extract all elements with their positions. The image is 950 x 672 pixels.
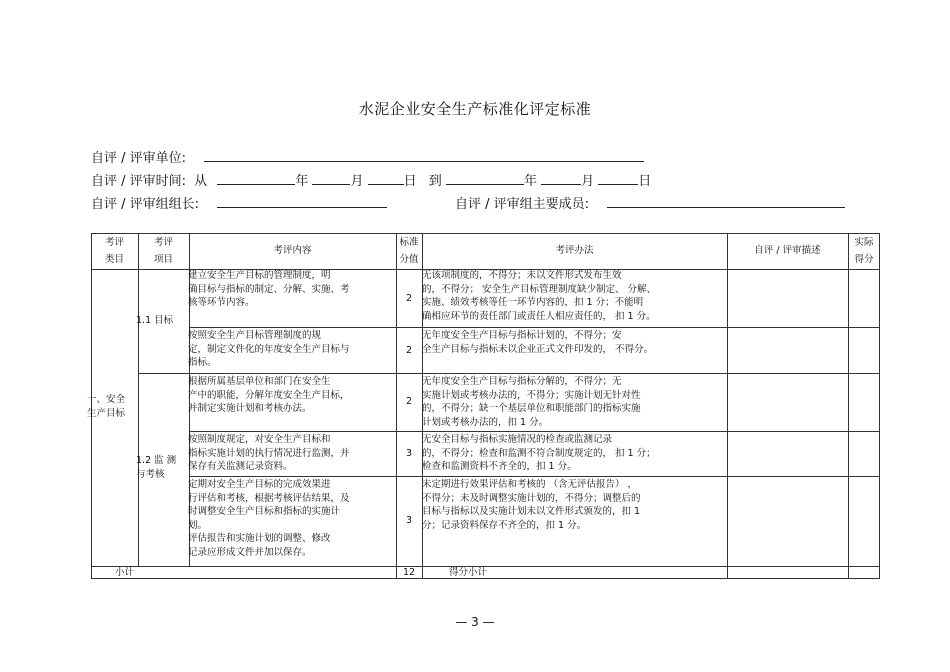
row-3-method-line: 实施计划或考核办法的，不得分；实施计划无针对性 [422,389,641,401]
category-cell [87,393,139,420]
row-5-content-line: 时调整安全生产目标和指标的实施计 [188,506,341,517]
row-3-method [422,375,641,429]
row-1-method-line: 的，不得分； 安全生产目标管理制度缺少制定、 分解、 [422,283,657,295]
time-from: 从 [194,174,208,189]
row-1-score: 2 [405,293,413,304]
subtotal-method: 得分小计 [449,567,488,578]
row-4-content [188,433,350,474]
row-2-method-line: 无年度安全生产目标与指标计划的，不得分；安 [422,330,622,341]
start-month-label: 月 [350,174,364,189]
header-item-line2: 项目 [153,253,173,265]
row-4-content-line: 保存有关监测记录资料。 [188,461,293,472]
end-day-label: 日 [638,174,652,189]
row-2-score: 2 [405,345,413,356]
leader-blank [217,194,387,208]
category-line2: 生产目标 [87,407,126,419]
header-actual [848,236,880,266]
row-5-method-line: 目标与指标以及实施计划未以文件形式颁发的，扣 1 [422,506,641,517]
header-time-line [91,171,651,190]
row-4-method [422,433,656,474]
end-month-blank [541,171,581,185]
row-3-method-line: 计划或考核办法的，扣 1 分。 [422,416,549,428]
header-unit-line [91,148,644,167]
header-item-line1: 考评 [153,237,173,248]
header-item [138,236,189,266]
subtotal-score: 12 [402,567,416,578]
end-month-label: 月 [581,174,595,189]
row-5-content-line: 评估报告和实施计划的调整、修改 [188,533,331,544]
header-members-line [455,194,845,213]
header-content: 考评内容 [273,245,312,256]
start-day-label: 日 [403,174,417,189]
leader-label: 自评 / 评审组组长: [91,197,200,212]
category-line1: 一、安全 [87,394,126,405]
time-to: 到 [428,174,442,189]
page-number: — 3 — [455,615,495,629]
members-blank [607,194,845,208]
row-3-content-line: 根据所属基层单位和部门在安全生 [188,376,331,387]
row-1-content-line: 建立安全生产目标的管理制度，明 [188,270,331,281]
row-2-content-line: 定，制定文件化的年度安全生产目标与 [188,343,350,355]
row-2-method [422,329,653,356]
header-actual-line2: 得分 [854,253,874,265]
header-category-line2: 类目 [104,253,124,265]
row-2-content [188,329,350,370]
row-5-method [422,478,641,532]
row-5-content-line: 记录应形成文件并加以保存。 [188,546,312,558]
row-3-content-line: 并制定实施计划和考核办法。 [188,403,312,414]
row-3-method-line: 的，不得分；缺一个基层单位和职能部门的指标实施 [422,403,641,414]
row-4-method-line: 的，不得分；检查和监测不符合制度规定的， 扣 1 分； [422,447,656,459]
members-label: 自评 / 评审组主要成员: [455,197,590,212]
row-2-content-line: 按照安全生产目标管理制度的规 [188,330,322,341]
unit-blank [204,148,644,162]
end-day-blank [598,171,638,185]
document-title: 水泥企业安全生产标准化评定标准 [358,100,592,118]
end-year-label: 年 [523,174,537,189]
row-4-content-line: 按照制度规定，对安全生产目标和 [188,434,331,445]
item-1-2-line2: 与考核 [136,468,165,480]
row-1-content-line: 核等环节内容。 [188,297,255,308]
row-1-content [188,269,350,310]
row-5-content [188,478,350,559]
time-label: 自评 / 评审时间: [91,174,187,189]
item-cell-1-2 [136,454,189,481]
row-5-method-line: 未定期进行效果评估和考核的 （含无评估报告） ， [422,479,638,490]
start-month-blank [312,171,350,185]
row-5-content-line: 行评估和考核，根据考核评估结果，及 [188,492,350,504]
row-3-method-line: 无年度安全生产目标与指标分解的，不得分；无 [422,376,622,387]
row-2-content-line: 指标。 [188,357,217,368]
start-year-label: 年 [295,174,309,189]
header-score-line1: 标准 [399,237,419,248]
end-year-blank [446,171,524,185]
unit-label: 自评 / 评审单位: [91,151,187,166]
row-4-method-line: 检查和监测资料不齐全的，扣 1 分。 [422,461,577,472]
row-1-method [422,269,656,323]
row-3-content-line: 产中的职能，分解年度安全生产目标， [188,389,350,401]
header-category-line1: 考评 [104,237,124,248]
row-3-content [188,375,350,416]
header-method: 考评办法 [555,245,594,256]
row-5-method-line: 分；记录资料保存不齐全的，扣 1 分。 [422,519,587,531]
row-5-content-line: 划。 [188,519,208,531]
row-5-method-line: 不得分；未及时调整实施计划的，不得分；调整后的 [422,492,641,504]
header-leader-line [91,194,387,213]
row-5-content-line: 定期对安全生产目标的完成效果进 [188,479,331,490]
row-4-score: 3 [405,448,413,459]
row-1-method-line: 确相应环节的责任部门或责任人相应责任的， 扣 1 分。 [422,310,656,322]
header-score [396,236,422,266]
start-day-blank [368,171,404,185]
row-1-content-line: 确目标与指标的制定、分解、实施、考 [188,283,350,295]
row-4-content-line: 指标实施计划的执行情况进行监测，并 [188,447,350,459]
header-actual-line1: 实际 [854,237,874,248]
row-1-method-line: 无该项制度的，不得分；未以文件形式发布生效 [422,270,622,281]
row-4-method-line: 无安全目标与指标实施情况的检查或监测记录 [422,434,613,445]
start-year-blank [217,171,295,185]
header-category [91,236,138,266]
header-description: 自评 / 评审描述 [754,245,821,256]
row-3-score: 2 [405,396,413,407]
item-cell-1-1: 1.1 目标 [136,315,174,326]
row-5-score: 3 [405,515,413,526]
subtotal-label: 小计 [115,567,135,578]
evaluation-table [87,233,880,579]
header-score-line2: 分值 [399,253,419,265]
row-1-method-line: 实施、绩效考核等任一环节内容的，扣 1 分；不能明 [422,297,644,308]
item-1-2-line1: 1.2 监 测 [136,455,177,466]
row-2-method-line: 全生产目标与指标未以企业正式文件印发的， 不得分。 [422,343,654,355]
